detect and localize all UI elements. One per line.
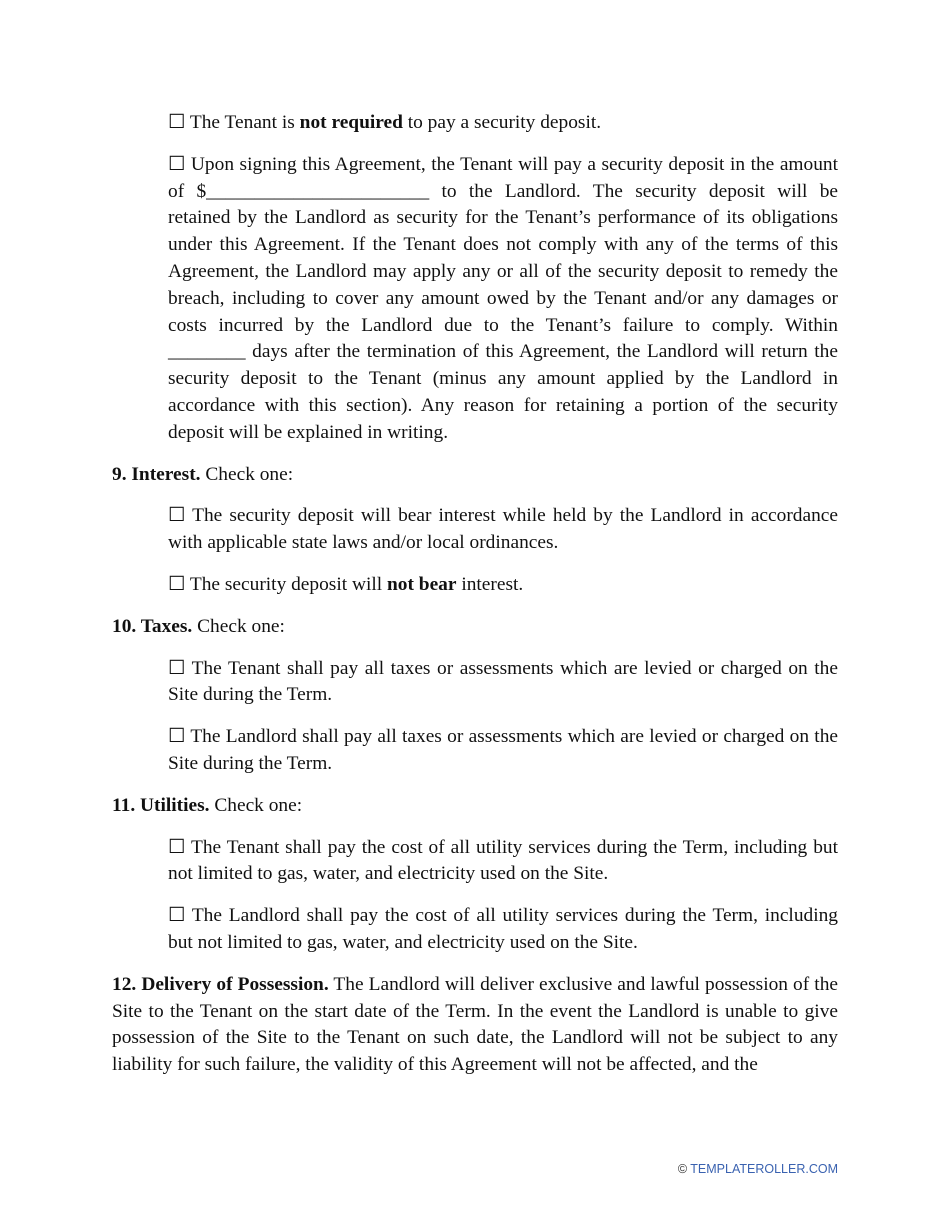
section-heading: 10. Taxes.: [112, 615, 193, 637]
text: The Landlord will deliver exclusive and lawful possession of the Site to the Tenant on the start date of the Term. In the event the Landlord is unable to give possession of the Site to the Tenant on such date, the Landlord will not be subject to any liability for such failure, the validity of this Agreement will not be affected, and the: [112, 973, 838, 1076]
bold-text: not required: [299, 112, 403, 133]
text: Check one:: [192, 615, 285, 637]
text: The Landlord shall pay all taxes or assessments which are levied or charged on the Site during the Term.: [168, 726, 838, 774]
option-interest-not-bear: [168, 572, 838, 599]
copyright-symbol: ©: [677, 1162, 688, 1176]
option-tenant-utilities: [168, 835, 838, 889]
text: to pay a security deposit.: [402, 112, 602, 133]
text: The security deposit will bear interest while held by the Landlord in accordance with applicable state laws and/or local ordinances.: [168, 505, 838, 554]
checkbox-icon[interactable]: ☐: [168, 573, 186, 595]
text: The security deposit will: [185, 573, 387, 595]
text: Check one:: [200, 463, 294, 485]
option-no-deposit: [168, 110, 838, 137]
text: The Landlord shall pay the cost of all utility services during the Term, including but not limited to gas, water, and electricity used on the Site.: [168, 905, 838, 953]
option-landlord-taxes: [168, 724, 838, 778]
option-tenant-taxes: [168, 656, 838, 710]
checkbox-icon[interactable]: ☐: [168, 657, 186, 679]
text: The Tenant shall pay the cost of all utility services during the Term, including but not limited to gas, water, and electricity used on the Site.: [168, 836, 838, 885]
text: The Tenant is: [185, 112, 300, 133]
checkbox-icon[interactable]: ☐: [168, 836, 186, 858]
checkbox-icon[interactable]: ☐: [168, 905, 186, 927]
text: Upon signing this Agreement, the Tenant will pay a security deposit in the amount of $_______________________ to the Landlord. The security deposit will be retained by the Landlord as security for the Tenant’s performance of its obligations under this Agreement. If the Tenant does not comply with any of the terms of this Agreement, the Landlord may apply any or all of the security deposit to remedy the breach, including to cover any amount owed by the Tenant and/or any damages or costs incurred by the Landlord due to the Tenant’s failure to comply. Within ________ days after the termination of this Agreement, the Landlord will return the security deposit to the Tenant (minus any amount applied by the Landlord in accordance with this section). Any reason for retaining a portion of the security deposit will be explained in writing.: [168, 153, 838, 443]
section-heading: 9. Interest.: [112, 463, 201, 485]
option-deposit: [168, 152, 838, 447]
checkbox-icon[interactable]: ☐: [168, 153, 186, 175]
option-interest-bear: [168, 503, 838, 557]
section-taxes: [112, 614, 838, 641]
checkbox-icon[interactable]: ☐: [168, 112, 186, 133]
section-heading: 12. Delivery of Possession.: [112, 973, 329, 995]
section-heading: 11. Utilities.: [112, 794, 210, 816]
section-interest: [112, 462, 838, 489]
text: The Tenant shall pay all taxes or assessments which are levied or charged on the Site during the Term.: [168, 657, 838, 706]
checkbox-icon[interactable]: ☐: [168, 505, 186, 527]
checkbox-icon[interactable]: ☐: [168, 726, 186, 748]
section-utilities: [112, 793, 838, 820]
section-delivery: [112, 972, 838, 1079]
text: Check one:: [209, 794, 303, 816]
option-landlord-utilities: [168, 903, 838, 957]
document-body: [112, 110, 838, 1094]
brand-link[interactable]: TEMPLATEROLLER.COM: [690, 1162, 838, 1176]
bold-text: not bear: [387, 573, 457, 595]
text: interest.: [456, 573, 524, 595]
footer-watermark: [678, 1156, 838, 1183]
